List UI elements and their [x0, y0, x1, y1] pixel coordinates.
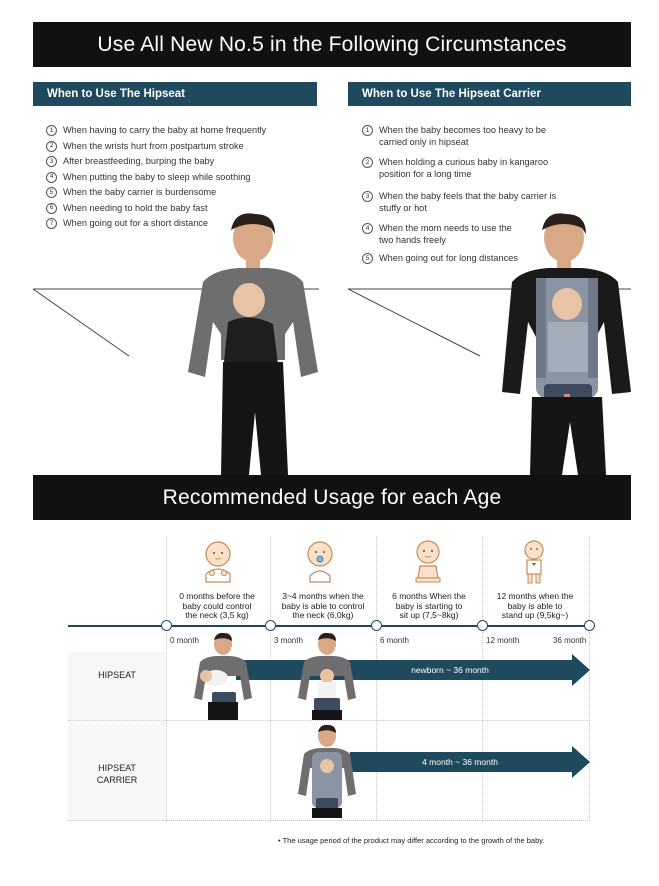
- page-title: Use All New No.5 in the Following Circumstances: [33, 22, 631, 67]
- pacifier-baby-icon: [302, 540, 338, 586]
- age-timeline: [68, 625, 590, 627]
- list-item: 3 After breastfeeding, burping the baby: [46, 155, 266, 171]
- stage-description: 12 months when the baby is able to stand up (9,5kg~): [496, 591, 574, 620]
- row-separator: [68, 720, 590, 721]
- month-label: 3 month: [274, 636, 303, 645]
- hipseat-arrow-head: [572, 654, 590, 686]
- sitting-baby-icon: [410, 540, 446, 586]
- list-item: 1 When having to carry the baby at home frequently: [46, 124, 266, 140]
- month-label: 0 month: [170, 636, 199, 645]
- grid-line: [166, 536, 167, 821]
- hipseat-range-label: newborn ~ 36 month: [411, 665, 489, 675]
- stage-description: 0 months before the baby could control the neck (3,5 kg): [179, 591, 255, 620]
- list-item: 7 When going out for a short distance: [46, 217, 266, 233]
- list-item: 1 When the baby becomes too heavy to be carried only in hipseat: [362, 124, 556, 156]
- list-item: 4 When the mom needs to use the two hands freely: [362, 222, 556, 252]
- stage-description: 6 months When the baby is starting to sit up (7,5~8kg): [392, 591, 466, 620]
- month-label: 6 month: [380, 636, 409, 645]
- month-label: 12 month: [486, 636, 520, 645]
- list-item: 2 When the wrists hurt from postpartum stroke: [46, 140, 266, 156]
- footnote: • The usage period of the product may differ according to the growth of the baby.: [278, 836, 545, 845]
- timeline-dot: [584, 620, 595, 631]
- father-carrier-photo: [500, 212, 631, 475]
- hipseat-newborn-photo: [192, 632, 254, 720]
- list-item: 4 When putting the baby to sleep while soothing: [46, 171, 266, 187]
- hipseat-heading: When to Use The Hipseat: [33, 82, 317, 106]
- age-section-title: Recommended Usage for each Age: [33, 475, 631, 520]
- timeline-dot: [477, 620, 488, 631]
- month-label: 36 month: [553, 636, 587, 645]
- row-label-bg: [68, 652, 166, 720]
- row-separator: [68, 820, 590, 821]
- list-item: 5 When going out for long distances: [362, 252, 556, 266]
- father-hipseat-photo: [183, 212, 323, 475]
- standing-baby-icon: [516, 540, 552, 586]
- row-label-hipseat: HIPSEAT: [98, 670, 136, 680]
- stage-description: 3~4 months when the baby is able to control the neck (6,0kg): [281, 591, 365, 620]
- carrier-heading: When to Use The Hipseat Carrier: [348, 82, 631, 106]
- timeline-dot: [265, 620, 276, 631]
- newborn-baby-icon: [200, 540, 236, 586]
- timeline-dot: [161, 620, 172, 631]
- timeline-dot: [371, 620, 382, 631]
- carrier-arrow-head: [572, 746, 590, 778]
- carrier-range-label: 4 month ~ 36 month: [422, 757, 498, 767]
- list-item: 6 When needing to hold the baby fast: [46, 202, 266, 218]
- row-label-carrier: HIPSEAT CARRIER: [96, 763, 138, 785]
- list-item: 2 When holding a curious baby in kangaroo position for a long time: [362, 156, 556, 190]
- hipseat-infant-photo: [298, 632, 356, 720]
- carrier-infant-photo: [298, 724, 356, 818]
- list-item: 3 When the baby feels that the baby carrier is stuffy or hot: [362, 190, 556, 222]
- list-item: 5 When the baby carrier is burdensome: [46, 186, 266, 202]
